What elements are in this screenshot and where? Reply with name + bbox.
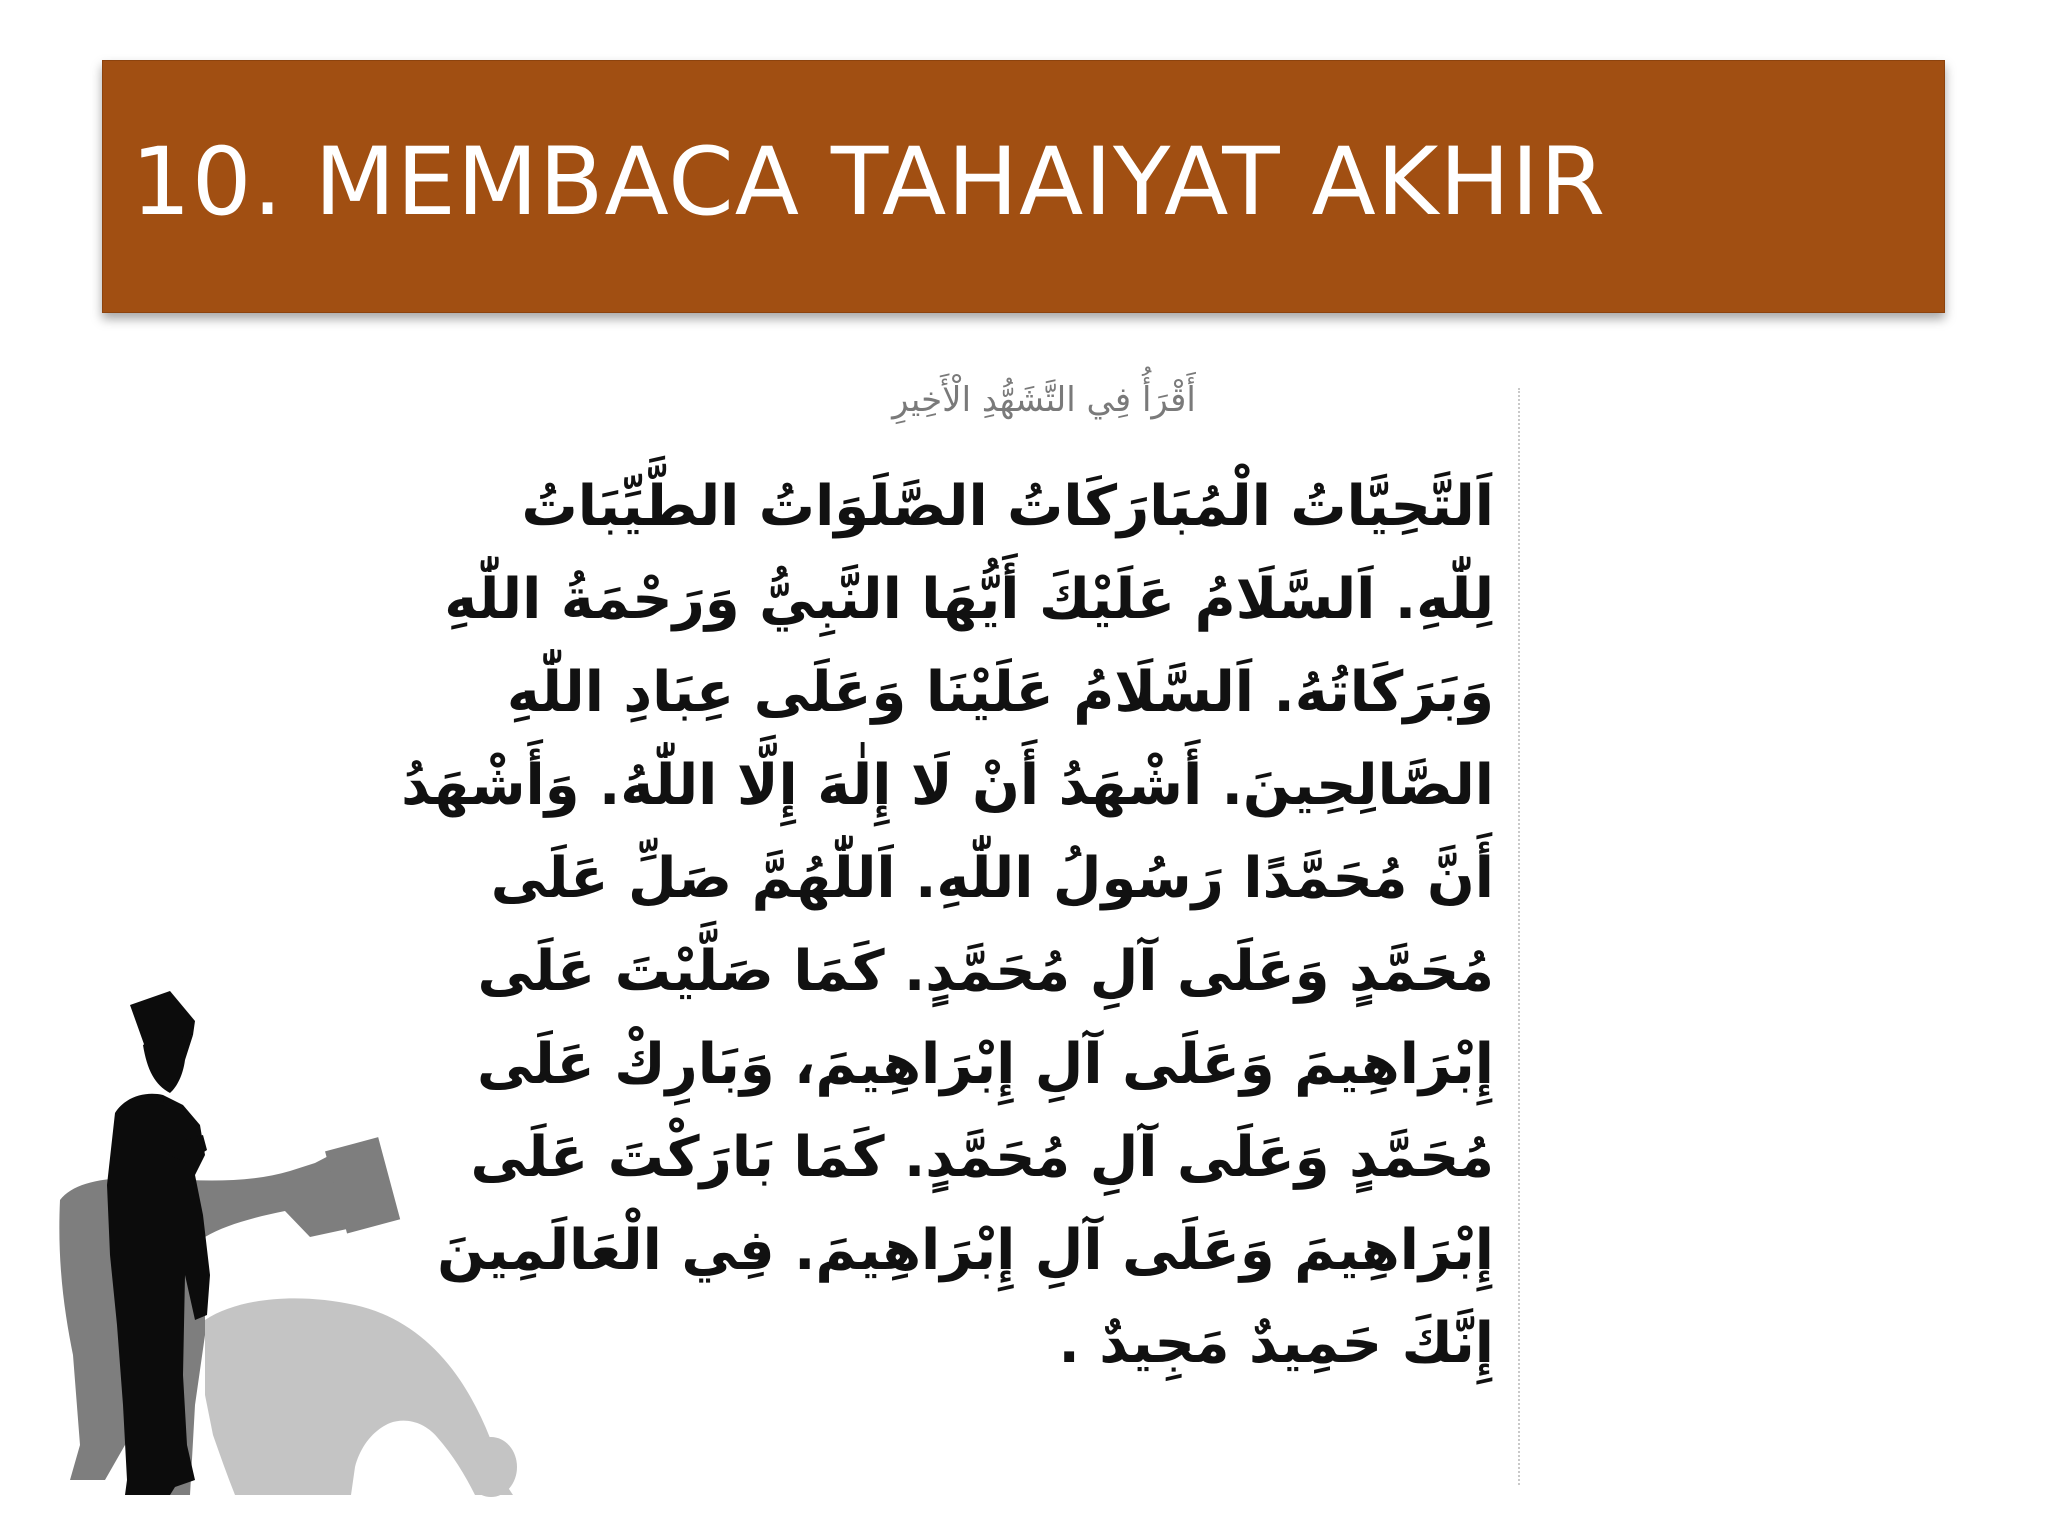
arabic-line: الصَّالِحِينَ. أَشْهَدُ أَنْ لَا إِلٰهَ إِلَّا اللّٰهُ. وَأَشْهَدُ <box>401 753 1494 818</box>
arabic-line: إِبْرَاهِيمَ وَعَلَى آلِ إِبْرَاهِيمَ، وَبَارِكْ عَلَى <box>476 1032 1494 1097</box>
arabic-line: لِلّٰهِ. اَلسَّلَامُ عَلَيْكَ أَيُّهَا النَّبِيُّ وَرَحْمَةُ اللّٰهِ <box>444 567 1494 632</box>
slide-title-bar <box>102 60 1945 313</box>
tashahhud-text-image <box>401 380 1520 1485</box>
arabic-text-block <box>401 460 1494 1390</box>
arabic-line: مُحَمَّدٍ وَعَلَى آلِ مُحَمَّدٍ. كَمَا بَارَكْتَ عَلَى <box>470 1125 1494 1190</box>
arabic-line: اَلتَّحِيَّاتُ الْمُبَارَكَاتُ الصَّلَوَاتُ الطَّيِّبَاتُ <box>521 474 1494 539</box>
prayer-positions-illustration <box>55 975 525 1495</box>
arabic-line: إِبْرَاهِيمَ وَعَلَى آلِ إِبْرَاهِيمَ. فِي الْعَالَمِينَ <box>437 1218 1494 1283</box>
arabic-line: إِنَّكَ حَمِيدٌ مَجِيدٌ . <box>1058 1311 1494 1376</box>
panel-dotted-edge <box>1518 388 1520 1485</box>
arabic-line: مُحَمَّدٍ وَعَلَى آلِ مُحَمَّدٍ. كَمَا صَلَّيْتَ عَلَى <box>477 939 1494 1004</box>
arabic-heading: أَقْرَأُ فِي التَّشَهُّدِ الْأَخِيرِ <box>892 380 1196 420</box>
slide-title: 10. MEMBACA TAHAIYAT AKHIR <box>131 128 1607 237</box>
sujud-silhouette-icon <box>205 1298 517 1497</box>
arabic-line: أَنَّ مُحَمَّدًا رَسُولُ اللّٰهِ. اَللّٰهُمَّ صَلِّ عَلَى <box>490 846 1494 911</box>
arabic-line: وَبَرَكَاتُهُ. اَلسَّلَامُ عَلَيْنَا وَعَلَى عِبَادِ اللّٰهِ <box>506 660 1494 725</box>
